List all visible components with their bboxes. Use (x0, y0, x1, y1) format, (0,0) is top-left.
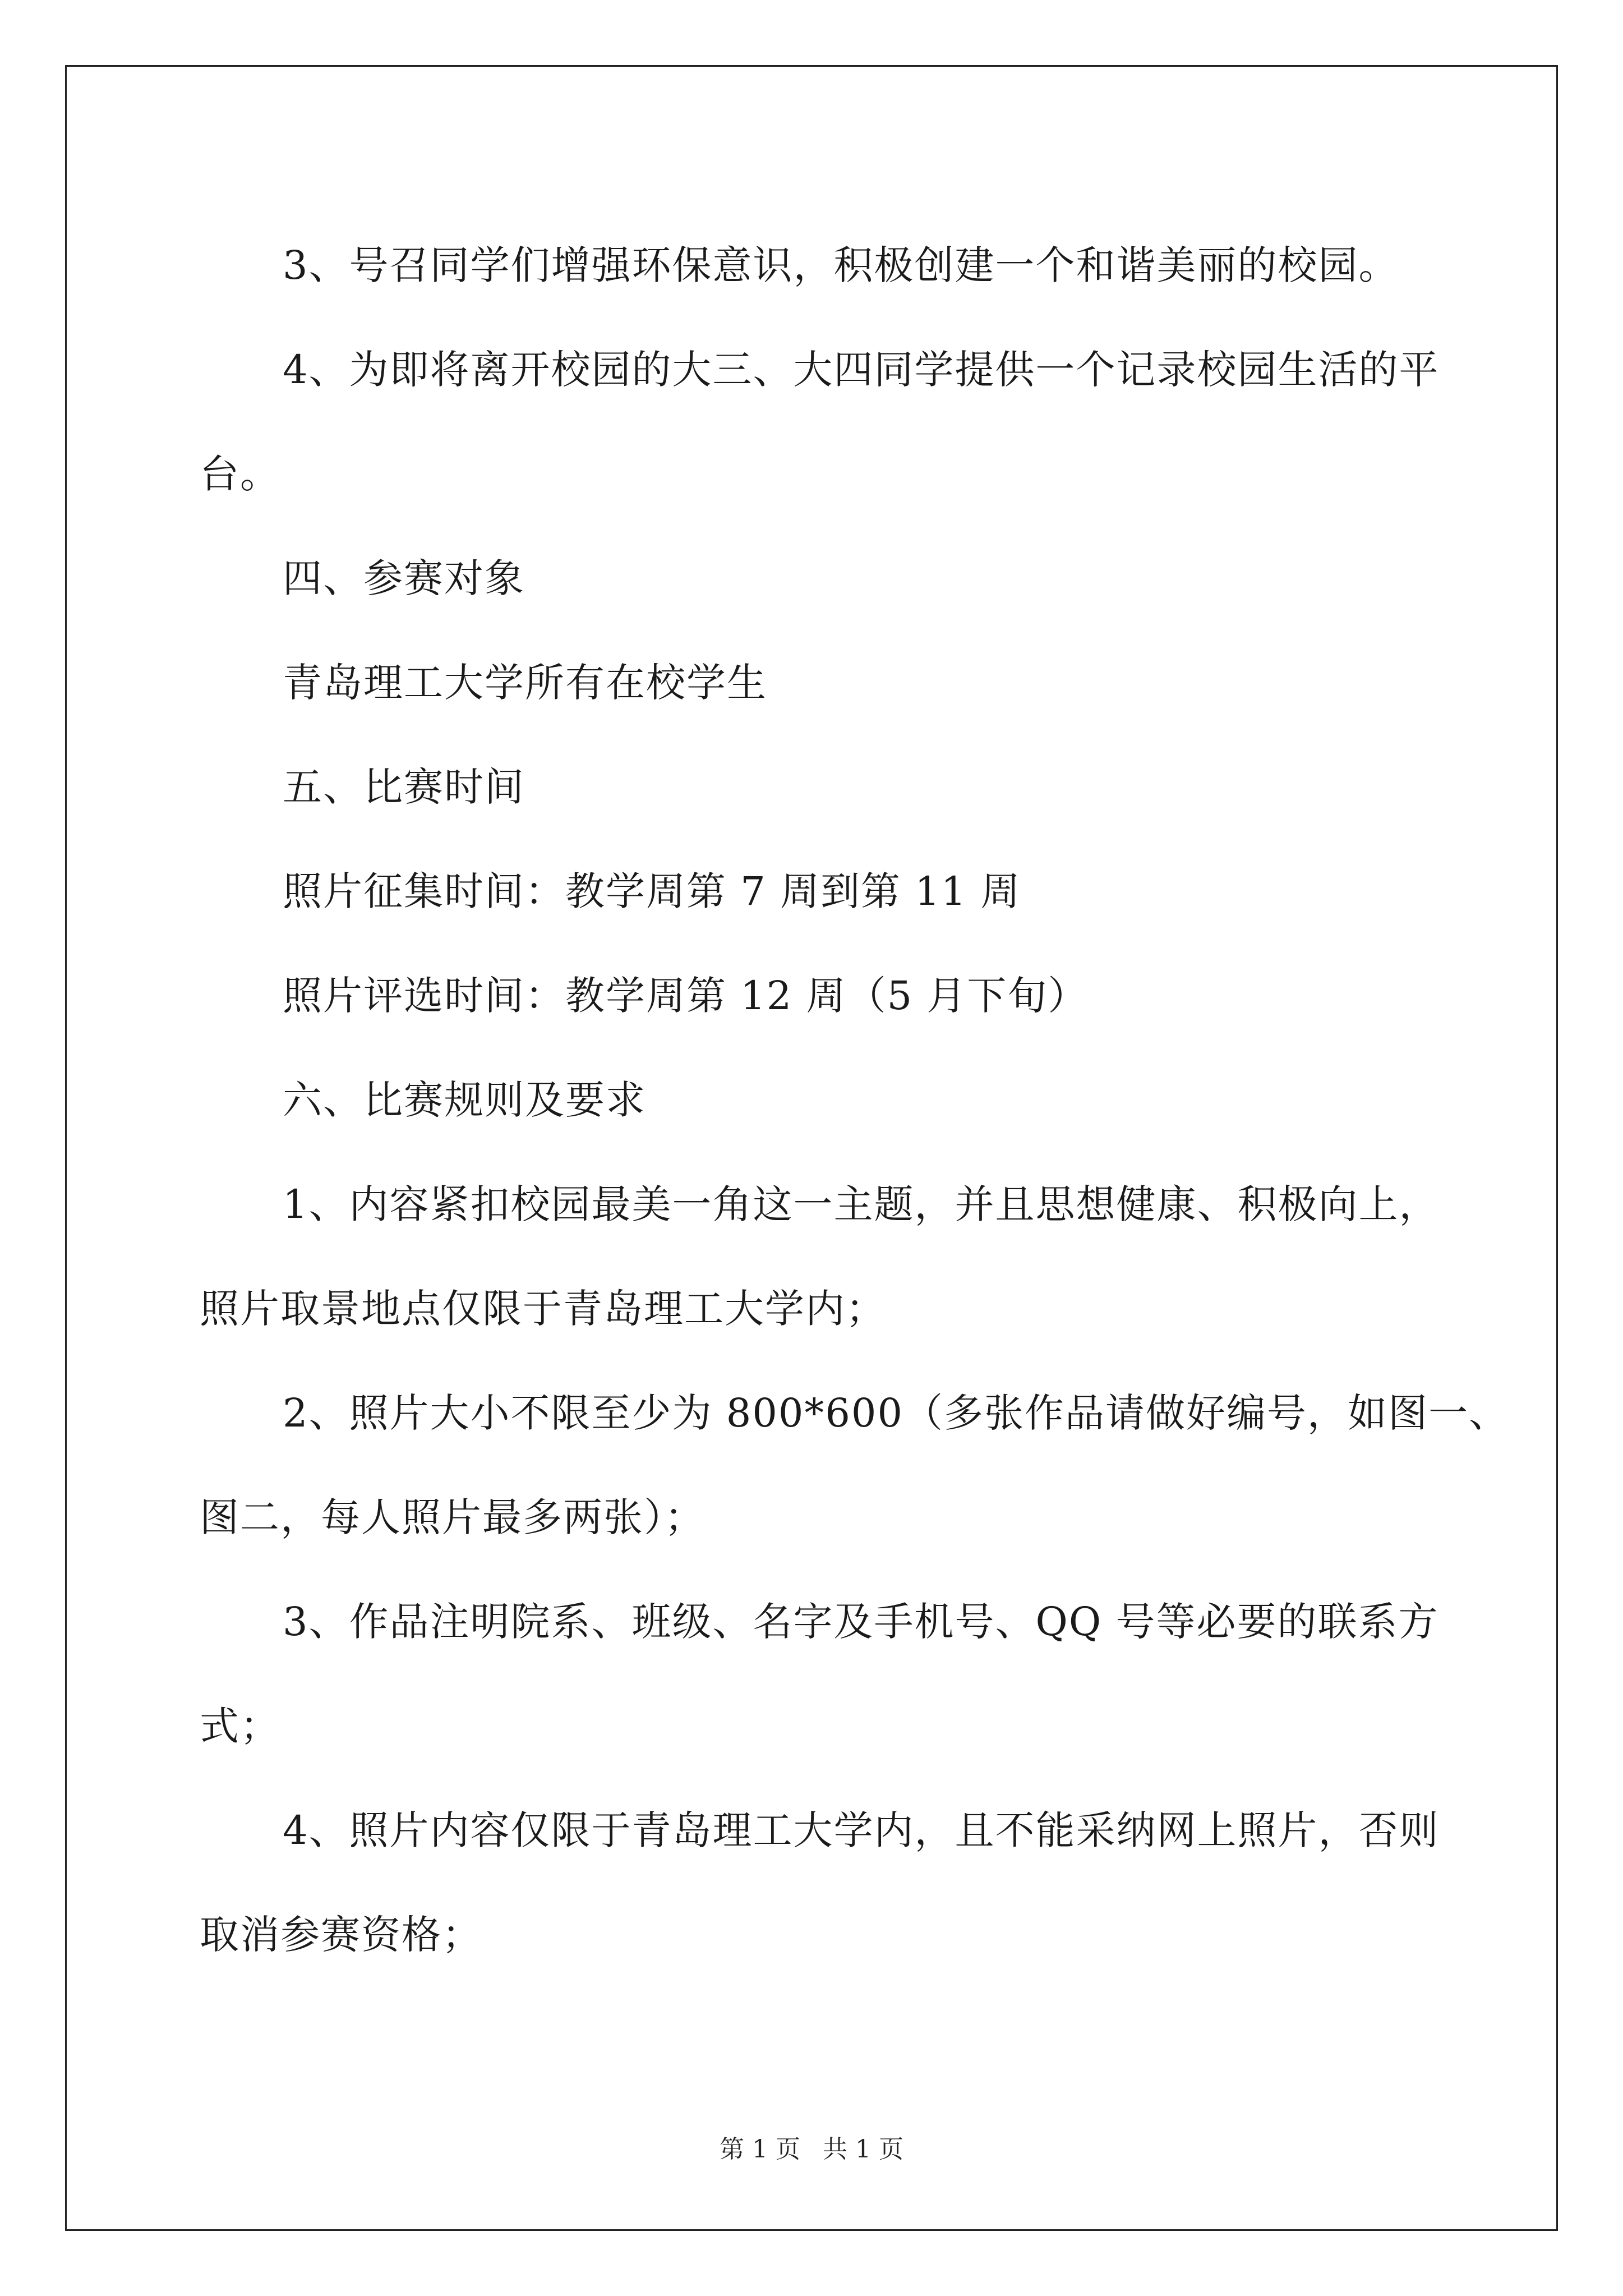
paragraph-line: 照片取景地点仅限于青岛理工大学内； (200, 1286, 886, 1332)
paragraph-line: 2、照片大小不限至少为 800*600（多张作品请做好编号，如图一、 (283, 1390, 1510, 1436)
paragraph-line: 4、为即将离开校园的大三、大四同学提供一个记录校园生活的平 (283, 347, 1440, 393)
document-body (200, 213, 1510, 1987)
paragraph-line: 取消参赛资格； (200, 1912, 482, 1958)
page-footer (0, 2129, 1623, 2165)
paragraph-line: 青岛理工大学所有在校学生 (283, 660, 767, 706)
page-number: 第 1 页 (720, 2135, 800, 2164)
section-heading: 六、比赛规则及要求 (283, 1077, 646, 1123)
paragraph-line: 1、内容紧扣校园最美一角这一主题，并且思想健康、积极向上， (283, 1181, 1440, 1227)
paragraph-line: 照片征集时间：教学周第 7 周到第 11 周 (283, 868, 1021, 914)
paragraph-line: 照片评选时间：教学周第 12 周（5 月下旬） (283, 973, 1089, 1019)
page-total: 共 1 页 (823, 2135, 903, 2164)
paragraph-line: 3、作品注明院系、班级、名字及手机号、QQ 号等必要的联系方 (283, 1599, 1439, 1645)
paragraph-line: 图二，每人照片最多两张）； (200, 1494, 705, 1540)
paragraph-line: 4、照片内容仅限于青岛理工大学内，且不能采纳网上照片，否则 (283, 1807, 1440, 1853)
paragraph-line: 台。 (200, 451, 280, 497)
paragraph-line: 3、号召同学们增强环保意识，积极创建一个和谐美丽的校园。 (283, 242, 1399, 288)
paragraph-line: 式； (200, 1703, 280, 1749)
section-heading: 五、比赛时间 (283, 764, 525, 810)
section-heading: 四、参赛对象 (283, 555, 525, 601)
